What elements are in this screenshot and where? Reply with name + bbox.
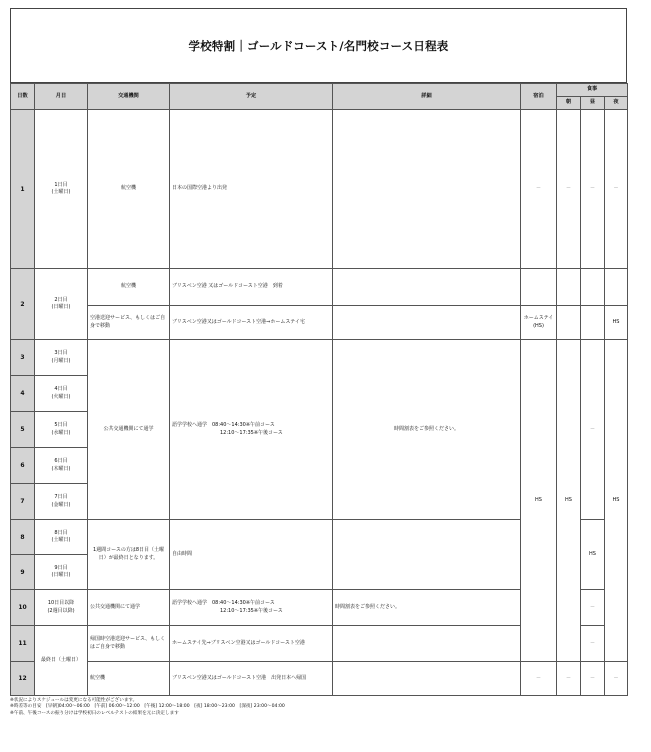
footnotes — [10, 698, 627, 717]
date-cell: 6日目 (木曜日) — [35, 448, 88, 484]
plan-cell: 語学学校へ通学 08:40～14:30※午前コース 12:10～17:35※午後コース — [170, 340, 333, 520]
day-number: 1 — [11, 110, 35, 269]
date-cell: 5日目 (水曜日) — [35, 412, 88, 448]
details-cell — [333, 269, 521, 306]
breakfast-cell — [557, 269, 581, 306]
header-meals: 食事 — [557, 84, 628, 97]
day-number: 2 — [11, 269, 35, 340]
dinner-cell — [605, 269, 628, 306]
table-row — [11, 306, 628, 340]
details-cell — [333, 520, 521, 590]
date-cell: 2日目 (日曜日) — [35, 269, 88, 340]
details-cell — [333, 626, 521, 662]
day-number: 12 — [11, 662, 35, 696]
plan-cell: ブリスベン空港 又はゴールドコースト空港 到着 — [170, 269, 333, 306]
day-number: 7 — [11, 484, 35, 520]
date-cell: 1日目 (土曜日) — [35, 110, 88, 269]
date-cell: 8日目 (土曜日) — [35, 520, 88, 555]
transport-cell: 航空機 — [88, 662, 170, 696]
dinner-cell: HS — [605, 340, 628, 662]
details-cell — [333, 306, 521, 340]
lunch-cell — [581, 269, 605, 306]
footnote: ※状況によりスケジュールは変更になる可能性がございます。 — [10, 698, 138, 703]
date-cell: 最終日（土曜日） — [35, 626, 88, 696]
breakfast-cell: HS — [557, 340, 581, 662]
stay-cell: － — [581, 626, 605, 662]
stay-cell: － — [521, 110, 557, 269]
table-row — [11, 662, 628, 696]
stay-cell — [521, 269, 557, 306]
lunch-cell: － — [581, 662, 605, 696]
plan-cell: 語学学校へ通学 08:40～14:30※午前コース 12:10～17:35※午後コース — [170, 590, 333, 626]
day-number: 9 — [11, 555, 35, 590]
breakfast-cell: － — [557, 662, 581, 696]
details-cell — [333, 662, 521, 696]
day-number: 6 — [11, 448, 35, 484]
header-dinner: 夜 — [605, 97, 628, 110]
page-title: 学校特割｜ゴールドコースト/名門校コース日程表 — [188, 38, 449, 53]
header-details: 詳細 — [333, 84, 521, 110]
lunch-cell: － — [581, 110, 605, 269]
breakfast-cell — [557, 306, 581, 340]
title-box — [10, 8, 627, 83]
lunch-cell: － — [581, 590, 605, 626]
plan-cell: ブリスベン空港又はゴールドコースト空港⇒ホームステイ宅 — [170, 306, 333, 340]
header-transport: 交通機関 — [88, 84, 170, 110]
plan-cell: 自由時間 — [170, 520, 333, 590]
plan-cell: ブリスベン空港又はゴールドコースト空港 出発日本へ帰国 — [170, 662, 333, 696]
schedule-sheet — [10, 8, 627, 717]
stay-cell: ホームステイ(HS) — [521, 306, 557, 340]
date-cell: 4日目 (火曜日) — [35, 376, 88, 412]
transport-cell: 航空機 — [88, 110, 170, 269]
lunch-cell — [581, 306, 605, 340]
day-number: 11 — [11, 626, 35, 662]
footnote: ※午前、午後コースの振り分けは学校初日のレベルテストの結果を元に決定します — [10, 710, 179, 716]
footnote: ※時差等の目安 [早朝]04:00～06:00 [午前] 06:00～12:00 [午後] 12:00～18:00 [夜] 18:00～23:00 [深夜] 23:00～04:00 — [10, 704, 285, 710]
stay-cell: HS — [521, 340, 557, 662]
transport-cell: 航空機 — [88, 269, 170, 306]
header-row — [11, 84, 628, 97]
details-cell: 時間割表をご参照ください。 — [333, 340, 521, 520]
transport-cell: 公共交通機関にて通学 — [88, 340, 170, 520]
dinner-cell: － — [605, 110, 628, 269]
header-lunch: 昼 — [581, 97, 605, 110]
day-number: 4 — [11, 376, 35, 412]
header-stay: 宿泊 — [521, 84, 557, 110]
date-cell: 9日目 (日曜日) — [35, 555, 88, 590]
transport-cell: 帰国時空港送迎サービス、もしくはご自身で移動 — [88, 626, 170, 662]
lunch-cell: － — [581, 340, 605, 520]
date-cell: 7日目 (金曜日) — [35, 484, 88, 520]
plan-cell: ホームステイ先⇒ブリスベン空港又はゴールドコースト空港 — [170, 626, 333, 662]
header-day: 日数 — [11, 84, 35, 110]
day-number: 5 — [11, 412, 35, 448]
date-cell: 10日目以降 (2週目以降) — [35, 590, 88, 626]
day-number: 10 — [11, 590, 35, 626]
lunch-cell: HS — [581, 520, 605, 590]
transport-cell: 空港送迎サービス、もしくはご自身で移動 — [88, 306, 170, 340]
table-row — [11, 110, 628, 269]
breakfast-cell: － — [557, 110, 581, 269]
stay-cell: － — [521, 662, 557, 696]
transport-cell: 1週間コースの方は8日目（土曜日）が最終日となります。 — [88, 520, 170, 590]
plan-cell: 日本の国際空港より出発 — [170, 110, 333, 269]
schedule-table — [10, 83, 628, 696]
day-number: 8 — [11, 520, 35, 555]
dinner-cell: － — [605, 662, 628, 696]
table-row — [11, 340, 628, 376]
dinner-cell: HS — [605, 306, 628, 340]
header-breakfast: 朝 — [557, 97, 581, 110]
header-plan: 予定 — [170, 84, 333, 110]
details-cell: 時間割表をご参照ください。 — [333, 590, 521, 626]
transport-cell: 公共交通機関にて通学 — [88, 590, 170, 626]
details-cell — [333, 110, 521, 269]
table-row — [11, 269, 628, 306]
header-date: 月日 — [35, 84, 88, 110]
date-cell: 3日目 (月曜日) — [35, 340, 88, 376]
day-number: 3 — [11, 340, 35, 376]
